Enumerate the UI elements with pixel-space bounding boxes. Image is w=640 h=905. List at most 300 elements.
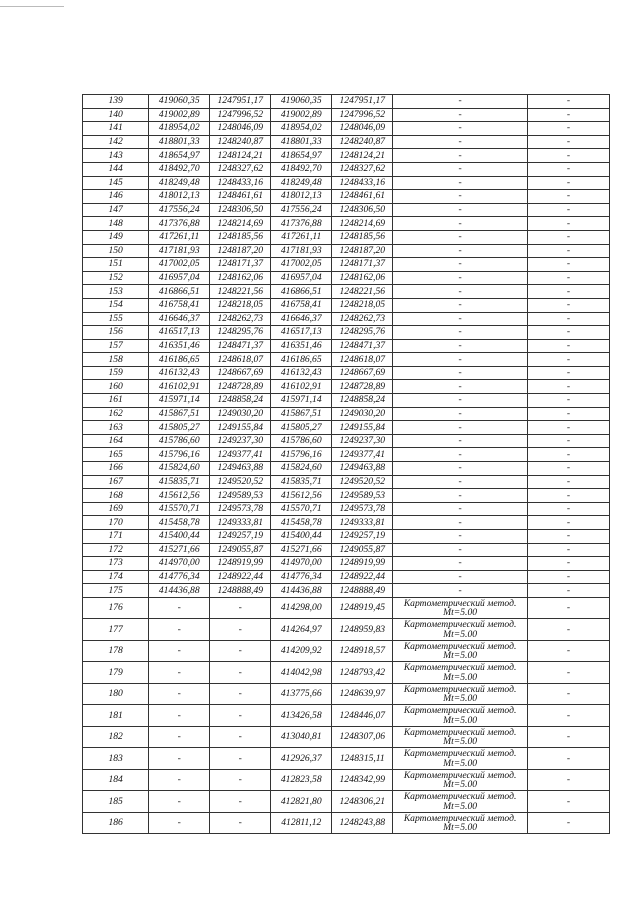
- point-number-cell: 152: [83, 271, 149, 285]
- table-row: [83, 462, 610, 476]
- existing-x-cell: 418012,13: [149, 190, 210, 204]
- new-x-cell: 418801,33: [271, 135, 332, 149]
- new-y-cell: 1249055,87: [332, 543, 393, 557]
- point-number-cell: 146: [83, 190, 149, 204]
- table-row: [83, 122, 610, 136]
- existing-x-cell: 416866,51: [149, 285, 210, 299]
- new-y-cell: 1248461,61: [332, 190, 393, 204]
- method-cell: [393, 619, 528, 641]
- accuracy-cell: -: [527, 434, 609, 448]
- accuracy-cell: -: [527, 366, 609, 380]
- point-number-cell: 154: [83, 298, 149, 312]
- accuracy-cell: -: [527, 95, 609, 109]
- new-y-cell: 1248124,21: [332, 149, 393, 163]
- accuracy-cell: -: [527, 285, 609, 299]
- new-x-cell: 416102,91: [271, 380, 332, 394]
- table-row: [83, 326, 610, 340]
- table-row: [83, 543, 610, 557]
- existing-x-cell: 417002,05: [149, 258, 210, 272]
- new-y-cell: 1248243,88: [332, 812, 393, 834]
- method-cell: -: [393, 230, 528, 244]
- point-number-cell: 169: [83, 502, 149, 516]
- new-y-cell: 1248919,45: [332, 597, 393, 619]
- new-y-cell: 1248171,37: [332, 258, 393, 272]
- new-y-cell: 1248187,20: [332, 244, 393, 258]
- new-y-cell: 1249257,19: [332, 530, 393, 544]
- method-cell: -: [393, 543, 528, 557]
- method-label: Картометрический метод.: [403, 597, 517, 609]
- table-row: [83, 203, 610, 217]
- existing-x-cell: 414436,88: [149, 584, 210, 598]
- point-number-cell: 181: [83, 705, 149, 727]
- existing-y-cell: 1248218,05: [210, 298, 271, 312]
- table-row: [83, 791, 610, 813]
- new-y-cell: 1249237,30: [332, 434, 393, 448]
- new-x-cell: 414298,00: [271, 597, 332, 619]
- new-x-cell: 417261,11: [271, 230, 332, 244]
- new-x-cell: 418654,97: [271, 149, 332, 163]
- table-row: [83, 271, 610, 285]
- table-row: [83, 176, 610, 190]
- method-cell: -: [393, 122, 528, 136]
- accuracy-label: Mt=5.00: [443, 736, 478, 748]
- new-x-cell: 415971,14: [271, 394, 332, 408]
- method-cell: -: [393, 203, 528, 217]
- existing-y-cell: 1249520,52: [210, 475, 271, 489]
- new-x-cell: 415271,66: [271, 543, 332, 557]
- new-x-cell: 414970,00: [271, 557, 332, 571]
- existing-y-cell: -: [210, 812, 271, 834]
- table-row: [83, 366, 610, 380]
- existing-y-cell: 1248187,20: [210, 244, 271, 258]
- accuracy-cell: -: [527, 812, 609, 834]
- accuracy-label: Mt=5.00: [443, 693, 478, 705]
- existing-x-cell: 415612,56: [149, 489, 210, 503]
- method-cell: -: [393, 244, 528, 258]
- new-x-cell: 418012,13: [271, 190, 332, 204]
- existing-y-cell: 1248295,76: [210, 326, 271, 340]
- existing-y-cell: 1248919,99: [210, 557, 271, 571]
- new-x-cell: 417181,93: [271, 244, 332, 258]
- point-number-cell: 178: [83, 640, 149, 662]
- point-number-cell: 144: [83, 162, 149, 176]
- table-row: [83, 705, 610, 727]
- new-y-cell: 1248618,07: [332, 353, 393, 367]
- point-number-cell: 140: [83, 108, 149, 122]
- method-label: Картометрический метод.: [403, 748, 517, 760]
- method-cell: -: [393, 407, 528, 421]
- method-cell: -: [393, 217, 528, 231]
- table-row: [83, 394, 610, 408]
- new-x-cell: 416132,43: [271, 366, 332, 380]
- point-number-cell: 147: [83, 203, 149, 217]
- existing-y-cell: 1249030,20: [210, 407, 271, 421]
- accuracy-cell: -: [527, 339, 609, 353]
- accuracy-cell: -: [527, 271, 609, 285]
- existing-y-cell: 1247951,17: [210, 95, 271, 109]
- existing-x-cell: 417181,93: [149, 244, 210, 258]
- existing-y-cell: -: [210, 726, 271, 748]
- new-x-cell: 412811,12: [271, 812, 332, 834]
- existing-y-cell: 1248306,50: [210, 203, 271, 217]
- new-y-cell: 1248433,16: [332, 176, 393, 190]
- existing-y-cell: 1249589,53: [210, 489, 271, 503]
- accuracy-cell: -: [527, 176, 609, 190]
- point-number-cell: 172: [83, 543, 149, 557]
- new-y-cell: 1248919,99: [332, 557, 393, 571]
- new-x-cell: 412823,58: [271, 769, 332, 791]
- method-cell: -: [393, 176, 528, 190]
- existing-x-cell: -: [149, 726, 210, 748]
- table-row: [83, 812, 610, 834]
- existing-y-cell: 1249237,30: [210, 434, 271, 448]
- method-cell: -: [393, 366, 528, 380]
- point-number-cell: 141: [83, 122, 149, 136]
- point-number-cell: 185: [83, 791, 149, 813]
- top-rule: [0, 6, 64, 7]
- existing-y-cell: 1248888,49: [210, 584, 271, 598]
- method-cell: [393, 597, 528, 619]
- method-cell: -: [393, 475, 528, 489]
- method-cell: -: [393, 271, 528, 285]
- new-y-cell: 1248295,76: [332, 326, 393, 340]
- new-y-cell: 1249463,88: [332, 462, 393, 476]
- existing-y-cell: 1248667,69: [210, 366, 271, 380]
- new-x-cell: 414209,92: [271, 640, 332, 662]
- new-y-cell: 1248471,37: [332, 339, 393, 353]
- existing-x-cell: 419060,35: [149, 95, 210, 109]
- existing-x-cell: 416186,65: [149, 353, 210, 367]
- method-label: Картометрический метод.: [403, 640, 517, 652]
- method-cell: [393, 726, 528, 748]
- new-x-cell: 412926,37: [271, 748, 332, 770]
- existing-y-cell: 1248046,09: [210, 122, 271, 136]
- point-number-cell: 160: [83, 380, 149, 394]
- new-x-cell: 415458,78: [271, 516, 332, 530]
- accuracy-cell: -: [527, 108, 609, 122]
- method-cell: -: [393, 108, 528, 122]
- accuracy-cell: -: [527, 326, 609, 340]
- accuracy-cell: -: [527, 353, 609, 367]
- table-row: [83, 530, 610, 544]
- point-number-cell: 167: [83, 475, 149, 489]
- new-x-cell: 415400,44: [271, 530, 332, 544]
- new-x-cell: 418954,02: [271, 122, 332, 136]
- accuracy-cell: -: [527, 421, 609, 435]
- existing-x-cell: -: [149, 791, 210, 813]
- method-cell: -: [393, 530, 528, 544]
- existing-y-cell: 1248461,61: [210, 190, 271, 204]
- table-row: [83, 683, 610, 705]
- new-y-cell: 1248922,44: [332, 570, 393, 584]
- accuracy-cell: -: [527, 217, 609, 231]
- table-row: [83, 640, 610, 662]
- table-row: [83, 353, 610, 367]
- point-number-cell: 177: [83, 619, 149, 641]
- method-cell: -: [393, 584, 528, 598]
- new-y-cell: 1248728,89: [332, 380, 393, 394]
- table-row: [83, 516, 610, 530]
- existing-x-cell: 418492,70: [149, 162, 210, 176]
- new-x-cell: 415805,27: [271, 421, 332, 435]
- point-number-cell: 157: [83, 339, 149, 353]
- point-number-cell: 164: [83, 434, 149, 448]
- existing-y-cell: 1249463,88: [210, 462, 271, 476]
- point-number-cell: 183: [83, 748, 149, 770]
- existing-x-cell: 416102,91: [149, 380, 210, 394]
- table-row: [83, 190, 610, 204]
- point-number-cell: 179: [83, 662, 149, 684]
- point-number-cell: 173: [83, 557, 149, 571]
- existing-y-cell: 1247996,52: [210, 108, 271, 122]
- method-label: Картометрический метод.: [403, 683, 517, 695]
- method-cell: -: [393, 190, 528, 204]
- new-x-cell: 415570,71: [271, 502, 332, 516]
- new-y-cell: 1249520,52: [332, 475, 393, 489]
- method-cell: -: [393, 285, 528, 299]
- accuracy-cell: -: [527, 190, 609, 204]
- existing-x-cell: 416132,43: [149, 366, 210, 380]
- accuracy-cell: -: [527, 502, 609, 516]
- point-number-cell: 171: [83, 530, 149, 544]
- existing-x-cell: 415835,71: [149, 475, 210, 489]
- accuracy-cell: -: [527, 543, 609, 557]
- new-x-cell: 415867,51: [271, 407, 332, 421]
- existing-x-cell: -: [149, 683, 210, 705]
- new-x-cell: 418249,48: [271, 176, 332, 190]
- point-number-cell: 156: [83, 326, 149, 340]
- table-row: [83, 557, 610, 571]
- new-y-cell: 1248218,05: [332, 298, 393, 312]
- new-x-cell: 415786,60: [271, 434, 332, 448]
- existing-y-cell: -: [210, 705, 271, 727]
- new-x-cell: 414264,97: [271, 619, 332, 641]
- point-number-cell: 175: [83, 584, 149, 598]
- new-y-cell: 1249377,41: [332, 448, 393, 462]
- accuracy-cell: -: [527, 448, 609, 462]
- existing-x-cell: 418801,33: [149, 135, 210, 149]
- new-x-cell: 416517,13: [271, 326, 332, 340]
- method-cell: [393, 769, 528, 791]
- existing-x-cell: 417556,24: [149, 203, 210, 217]
- new-y-cell: 1248262,73: [332, 312, 393, 326]
- new-y-cell: 1248888,49: [332, 584, 393, 598]
- point-number-cell: 145: [83, 176, 149, 190]
- accuracy-cell: -: [527, 312, 609, 326]
- existing-x-cell: 418249,48: [149, 176, 210, 190]
- existing-x-cell: 415824,60: [149, 462, 210, 476]
- method-cell: -: [393, 462, 528, 476]
- accuracy-cell: -: [527, 149, 609, 163]
- new-x-cell: 413775,66: [271, 683, 332, 705]
- point-number-cell: 168: [83, 489, 149, 503]
- existing-x-cell: -: [149, 640, 210, 662]
- new-x-cell: 416646,37: [271, 312, 332, 326]
- existing-y-cell: -: [210, 683, 271, 705]
- table-row: [83, 380, 610, 394]
- table-row: [83, 662, 610, 684]
- existing-x-cell: 415971,14: [149, 394, 210, 408]
- method-cell: -: [393, 326, 528, 340]
- existing-y-cell: 1248728,89: [210, 380, 271, 394]
- accuracy-cell: -: [527, 203, 609, 217]
- point-number-cell: 186: [83, 812, 149, 834]
- new-x-cell: 419060,35: [271, 95, 332, 109]
- new-y-cell: 1249573,78: [332, 502, 393, 516]
- method-label: Картометрический метод.: [403, 769, 517, 781]
- existing-x-cell: 416646,37: [149, 312, 210, 326]
- point-number-cell: 165: [83, 448, 149, 462]
- accuracy-cell: -: [527, 489, 609, 503]
- accuracy-cell: -: [527, 135, 609, 149]
- existing-y-cell: 1248471,37: [210, 339, 271, 353]
- method-cell: -: [393, 162, 528, 176]
- point-number-cell: 142: [83, 135, 149, 149]
- accuracy-label: Mt=5.00: [443, 650, 478, 662]
- accuracy-label: Mt=5.00: [443, 779, 478, 791]
- accuracy-cell: -: [527, 640, 609, 662]
- existing-x-cell: -: [149, 619, 210, 641]
- accuracy-cell: -: [527, 122, 609, 136]
- existing-x-cell: 416758,41: [149, 298, 210, 312]
- existing-x-cell: 418654,97: [149, 149, 210, 163]
- existing-x-cell: -: [149, 748, 210, 770]
- table-row: [83, 95, 610, 109]
- new-y-cell: 1249589,53: [332, 489, 393, 503]
- new-y-cell: 1248221,56: [332, 285, 393, 299]
- method-cell: -: [393, 135, 528, 149]
- point-number-cell: 159: [83, 366, 149, 380]
- table-row: [83, 285, 610, 299]
- table-row: [83, 421, 610, 435]
- point-number-cell: 161: [83, 394, 149, 408]
- existing-y-cell: -: [210, 597, 271, 619]
- existing-y-cell: 1248240,87: [210, 135, 271, 149]
- accuracy-cell: -: [527, 475, 609, 489]
- new-x-cell: 415612,56: [271, 489, 332, 503]
- table-row: [83, 135, 610, 149]
- method-cell: -: [393, 258, 528, 272]
- new-y-cell: 1248240,87: [332, 135, 393, 149]
- existing-y-cell: 1249257,19: [210, 530, 271, 544]
- new-y-cell: 1249333,81: [332, 516, 393, 530]
- accuracy-cell: -: [527, 791, 609, 813]
- table-row: [83, 298, 610, 312]
- new-x-cell: 415835,71: [271, 475, 332, 489]
- method-cell: [393, 640, 528, 662]
- table-row: [83, 217, 610, 231]
- table-row: [83, 502, 610, 516]
- point-number-cell: 158: [83, 353, 149, 367]
- point-number-cell: 180: [83, 683, 149, 705]
- table-row: [83, 769, 610, 791]
- new-x-cell: 417376,88: [271, 217, 332, 231]
- method-cell: [393, 662, 528, 684]
- method-cell: -: [393, 448, 528, 462]
- method-cell: -: [393, 298, 528, 312]
- coordinates-table: [82, 94, 610, 834]
- point-number-cell: 150: [83, 244, 149, 258]
- new-x-cell: 416186,65: [271, 353, 332, 367]
- method-cell: [393, 748, 528, 770]
- new-y-cell: 1248793,42: [332, 662, 393, 684]
- point-number-cell: 153: [83, 285, 149, 299]
- existing-y-cell: 1248214,69: [210, 217, 271, 231]
- new-y-cell: 1248327,62: [332, 162, 393, 176]
- table-row: [83, 434, 610, 448]
- accuracy-cell: -: [527, 162, 609, 176]
- new-y-cell: 1248306,21: [332, 791, 393, 813]
- existing-x-cell: 416957,04: [149, 271, 210, 285]
- method-cell: -: [393, 570, 528, 584]
- new-x-cell: 414042,98: [271, 662, 332, 684]
- existing-y-cell: 1248262,73: [210, 312, 271, 326]
- method-cell: -: [393, 149, 528, 163]
- method-cell: -: [393, 95, 528, 109]
- accuracy-cell: -: [527, 230, 609, 244]
- new-y-cell: 1247996,52: [332, 108, 393, 122]
- new-y-cell: 1248446,07: [332, 705, 393, 727]
- existing-y-cell: -: [210, 791, 271, 813]
- accuracy-cell: -: [527, 748, 609, 770]
- point-number-cell: 155: [83, 312, 149, 326]
- existing-y-cell: 1248124,21: [210, 149, 271, 163]
- method-cell: [393, 812, 528, 834]
- method-cell: -: [393, 394, 528, 408]
- new-y-cell: 1248214,69: [332, 217, 393, 231]
- table-row: [83, 339, 610, 353]
- method-cell: -: [393, 339, 528, 353]
- existing-x-cell: -: [149, 597, 210, 619]
- table-row: [83, 244, 610, 258]
- accuracy-label: Mt=5.00: [443, 800, 478, 812]
- table-row: [83, 748, 610, 770]
- new-x-cell: 417002,05: [271, 258, 332, 272]
- table-row: [83, 475, 610, 489]
- accuracy-cell: -: [527, 516, 609, 530]
- existing-x-cell: 414970,00: [149, 557, 210, 571]
- accuracy-cell: -: [527, 380, 609, 394]
- point-number-cell: 162: [83, 407, 149, 421]
- accuracy-cell: -: [527, 683, 609, 705]
- existing-y-cell: -: [210, 619, 271, 641]
- point-number-cell: 148: [83, 217, 149, 231]
- point-number-cell: 174: [83, 570, 149, 584]
- table-row: [83, 108, 610, 122]
- new-x-cell: 412821,80: [271, 791, 332, 813]
- existing-x-cell: 418954,02: [149, 122, 210, 136]
- existing-x-cell: 415796,16: [149, 448, 210, 462]
- table-row: [83, 726, 610, 748]
- existing-x-cell: 415458,78: [149, 516, 210, 530]
- existing-x-cell: -: [149, 662, 210, 684]
- method-cell: -: [393, 380, 528, 394]
- table-row: [83, 258, 610, 272]
- new-y-cell: 1249155,84: [332, 421, 393, 435]
- method-cell: -: [393, 312, 528, 326]
- accuracy-cell: -: [527, 619, 609, 641]
- accuracy-cell: -: [527, 726, 609, 748]
- method-cell: [393, 683, 528, 705]
- accuracy-cell: -: [527, 557, 609, 571]
- new-y-cell: 1248667,69: [332, 366, 393, 380]
- existing-y-cell: -: [210, 769, 271, 791]
- existing-y-cell: 1248162,06: [210, 271, 271, 285]
- method-cell: -: [393, 421, 528, 435]
- existing-y-cell: 1248433,16: [210, 176, 271, 190]
- new-x-cell: 413040,81: [271, 726, 332, 748]
- accuracy-cell: -: [527, 244, 609, 258]
